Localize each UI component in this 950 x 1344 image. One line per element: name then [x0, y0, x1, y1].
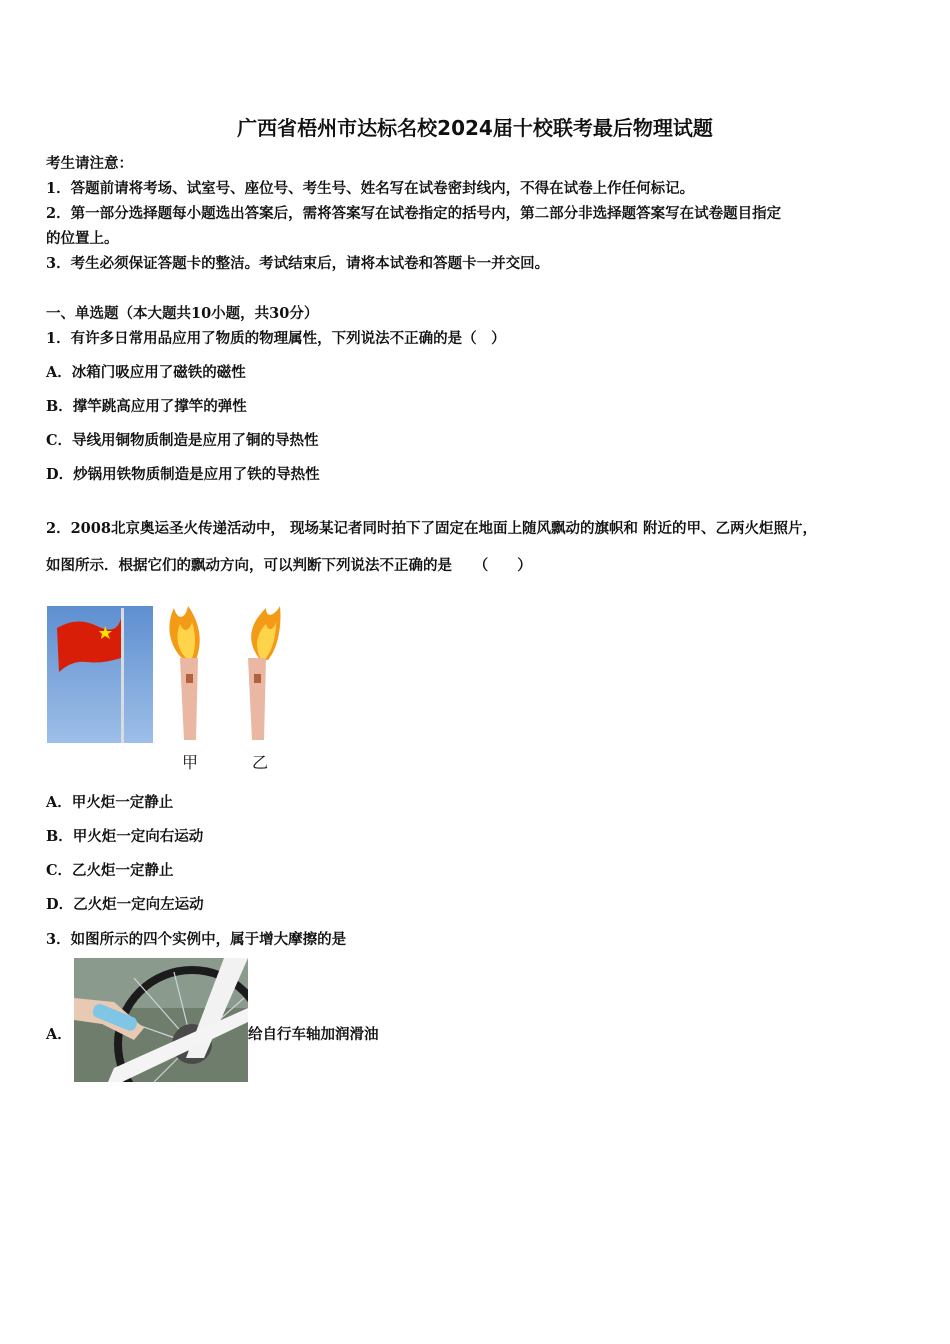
q3-option-a-text: 给自行车轴加润滑油 [248, 1026, 379, 1043]
q1-option-a: A．冰箱门吸应用了磁铁的磁性 [46, 364, 246, 381]
notice-item-1: 1．答题前请将考场、试室号、座位号、考生号、姓名写在试卷密封线内，不得在试卷上作任何标记。 [46, 180, 695, 197]
q3-option-a-label: A． [46, 1026, 72, 1043]
q2-option-a: A．甲火炬一定静止 [46, 794, 174, 811]
q2-option-d: D．乙火炬一定向左运动 [46, 896, 204, 913]
notice-heading: 考生请注意： [46, 155, 133, 172]
q2-stem-line1: 2．2008北京奥运圣火传递活动中， 现场某记者同时拍下了固定在地面上随风飘动的旗帜和 附近的甲、乙两火炬照片， [46, 520, 818, 537]
notice-item-2: 2．第一部分选择题每小题选出答案后，需将答案写在试卷指定的括号内，第二部分非选择题答案写在试卷题目指定 [46, 205, 782, 222]
notice-item-3: 3．考生必须保证答题卡的整洁。考试结束后，请将本试卷和答题卡一并交回。 [46, 255, 550, 272]
torch-yi-label: 乙 [252, 753, 269, 772]
q2-option-b: B．甲火炬一定向右运动 [46, 828, 204, 845]
page-title: 广西省梧州市达标名校2024届十校联考最后物理试题 [237, 116, 713, 140]
q1-option-c: C．导线用铜物质制造是应用了铜的导热性 [46, 432, 319, 449]
notice-item-2-cont: 的位置上。 [46, 230, 119, 247]
section-heading: 一、单选题（本大题共10小题，共30分） [46, 305, 319, 322]
q2-option-c: C．乙火炬一定静止 [46, 862, 174, 879]
q2-stem-line2: 如图所示．根据它们的飘动方向，可以判断下列说法不正确的是 （ ） [46, 557, 532, 574]
torch-jia-label: 甲 [182, 753, 199, 772]
q1-stem: 1．有许多日常用品应用了物质的物理属性，下列说法不正确的是（ ） [46, 330, 506, 347]
torch-jia-photo [164, 604, 210, 742]
q3-stem: 3．如图所示的四个实例中，属于增大摩擦的是 [46, 931, 347, 948]
bicycle-lubrication-photo [74, 958, 248, 1082]
flag-photo [47, 606, 153, 743]
q1-option-d: D．炒锅用铁物质制造是应用了铁的导热性 [46, 466, 320, 483]
torch-yi-photo [238, 604, 284, 742]
q1-option-b: B．撑竿跳高应用了撑竿的弹性 [46, 398, 247, 415]
